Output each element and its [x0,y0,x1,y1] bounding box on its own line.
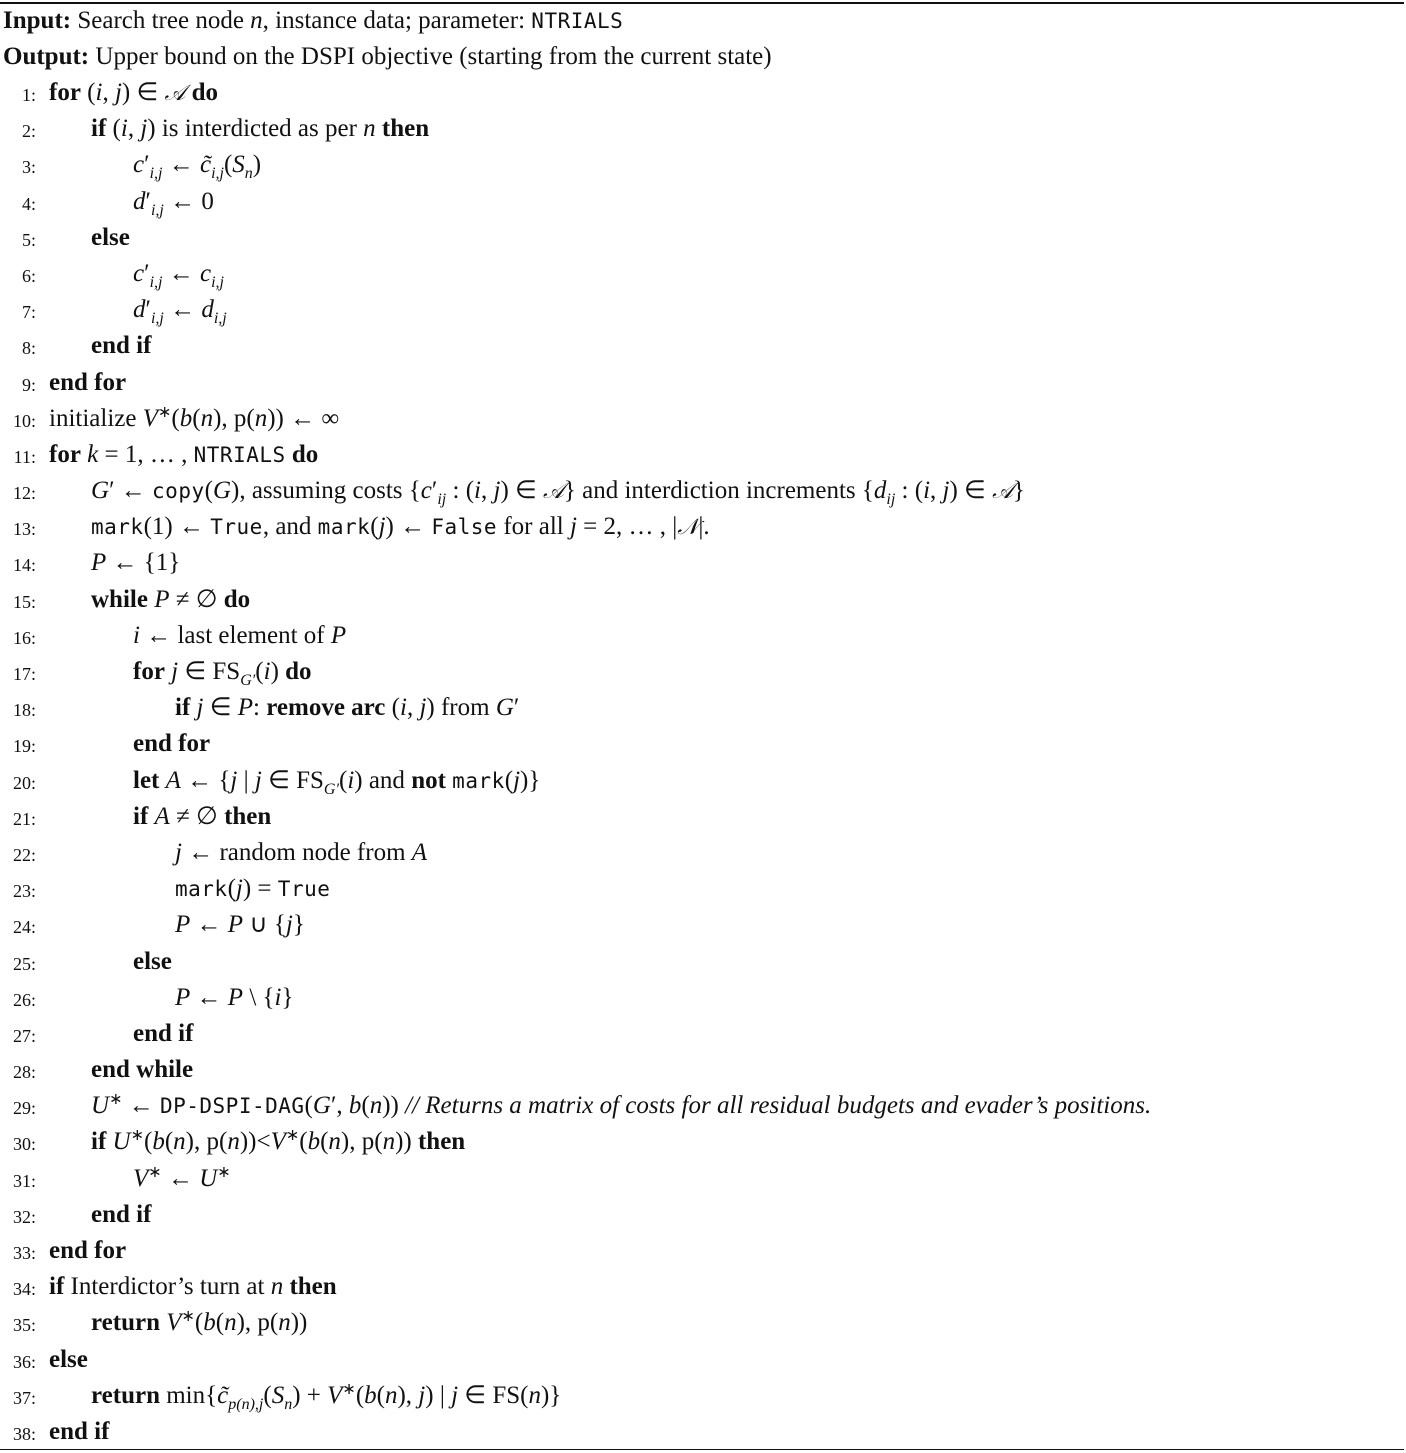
line-number: 7: [21,302,36,323]
line-number: 31: [12,1170,36,1191]
line-code: return V∗(b(n), p(n)) [91,1308,308,1337]
line-code: end if [91,1200,152,1228]
line-number: 15: [12,591,36,612]
line-number: 34: [12,1279,36,1300]
line-code: V∗ ← U∗ [133,1163,231,1192]
output-text: Upper bound on the DSPI objective (starting from the current state) [95,43,772,70]
line-number: 17: [12,664,36,684]
line-number: 21: [12,808,36,829]
line-number: 36: [12,1351,36,1372]
line-code: else [49,1345,88,1373]
line-code: for j ∈ $FS_{G'}(i)$ do [133,658,312,689]
line-code: $c'_{i,j}$ ← $c̃_{i,j}(S_n)$ [133,151,262,183]
line-code: for (i, j) ∈ 𝒜 do [49,79,218,106]
line-code: if Interdictor’s turn at n then [49,1273,337,1301]
line-code: j ← random node from A [175,838,428,866]
line-code: end while [91,1056,194,1084]
line-code: $d'_{i,j}$ ← 0 [133,187,214,219]
line-number: 27: [12,1025,36,1046]
top-rule [0,2,1404,4]
line-code: $c'_{i,j}$ ← $c_{i,j}$ [133,259,224,291]
line-code: end if [91,332,152,360]
line-code: if A ≠ ∅ then [133,802,272,830]
line-number: 19: [12,736,36,757]
input-text: Search tree node n, instance data; parameter: NTRIALS [77,7,624,34]
line-code: initialize V∗(b(n), p(n)) ← ∞ [49,403,340,432]
line-code: return $\min\{c̃_{p(n),j}(S_n) + V^∗(b(n)$, j) | j ∈ FS(n)} [91,1380,562,1413]
line-code: end for [49,1237,127,1264]
line-number: 33: [12,1243,36,1263]
line-number: 5: [21,229,36,250]
line-code: end for [49,368,127,396]
line-number: 10: [12,410,36,431]
line-number: 6: [21,265,36,286]
line-code: mark(j) = True [175,875,331,903]
line-code: if U∗(b(n), p(n))<V∗(b(n), p(n)) then [91,1127,466,1156]
line-number: 25: [12,953,36,974]
line-number: 18: [12,700,36,721]
line-number: 1: [21,85,36,105]
line-number: 16: [12,627,36,648]
line-number: 29: [12,1098,36,1119]
line-number: 30: [12,1134,36,1155]
line-code: P ← P ∪ {j} [175,911,305,939]
line-code: let A ← {j | j ∈ $FS_{G'}(i)$ and not mark(j)} [133,766,541,798]
line-number: 38: [12,1423,36,1444]
line-number: 14: [12,555,36,576]
line-code: if (i, j) is interdicted as per n then [91,115,430,143]
line-number: 12: [12,483,36,504]
line-number: 35: [12,1315,36,1336]
line-code: if j ∈ P: remove arc (i, j) from G′ [175,694,520,722]
line-number: 28: [12,1062,36,1083]
line-code: end if [133,1019,194,1047]
line-code: U∗ ← DP-DSPI-DAG(G′, b(n)) // Returns a matrix of costs for all residual budgets and evader’s positions. [91,1091,1152,1120]
line-code: for k = 1, … , NTRIALS do [49,440,319,468]
line-number: 8: [21,338,36,359]
line-code: $d'_{i,j}$ ← $d_{i,j}$ [133,296,227,328]
output-spec [3,42,772,72]
line-code: else [91,223,130,251]
line-number: 2: [21,121,36,142]
line-number: 22: [12,844,36,865]
line-code: end if [49,1417,110,1445]
line-code: else [133,947,172,975]
line-number: 4: [21,193,36,214]
output-label: Output: [3,43,90,70]
bottom-rule [0,1449,1404,1450]
line-number: 23: [12,881,36,902]
line-number: 3: [21,157,36,178]
line-number: 26: [12,989,36,1010]
input-label: Input: [3,7,72,34]
line-code: while P ≠ ∅ do [91,585,251,613]
line-number: 32: [12,1206,36,1227]
line-code: P ← P \ {i} [175,983,294,1011]
line-number: 37: [12,1387,36,1408]
line-number: 20: [12,772,36,793]
line-code: G′ ← copy(G), assuming costs {$c'_{ij}$ : (i, j) ∈ 𝒜} and interdiction increments {$d_{ij}$ : (i, j) ∈ 𝒜} [91,477,1025,509]
input-spec [3,6,623,36]
line-code: i ← last element of P [133,621,347,649]
line-code: mark(1) ← True, and mark(j) ← False for all j = 2, … , |𝒩|. [91,513,710,541]
line-code: end for [133,730,211,758]
line-number: 9: [21,374,36,395]
line-code: P ← {1} [91,549,181,577]
line-number: 11: [13,446,36,467]
line-number: 24: [12,917,36,938]
line-number: 13: [12,519,36,540]
